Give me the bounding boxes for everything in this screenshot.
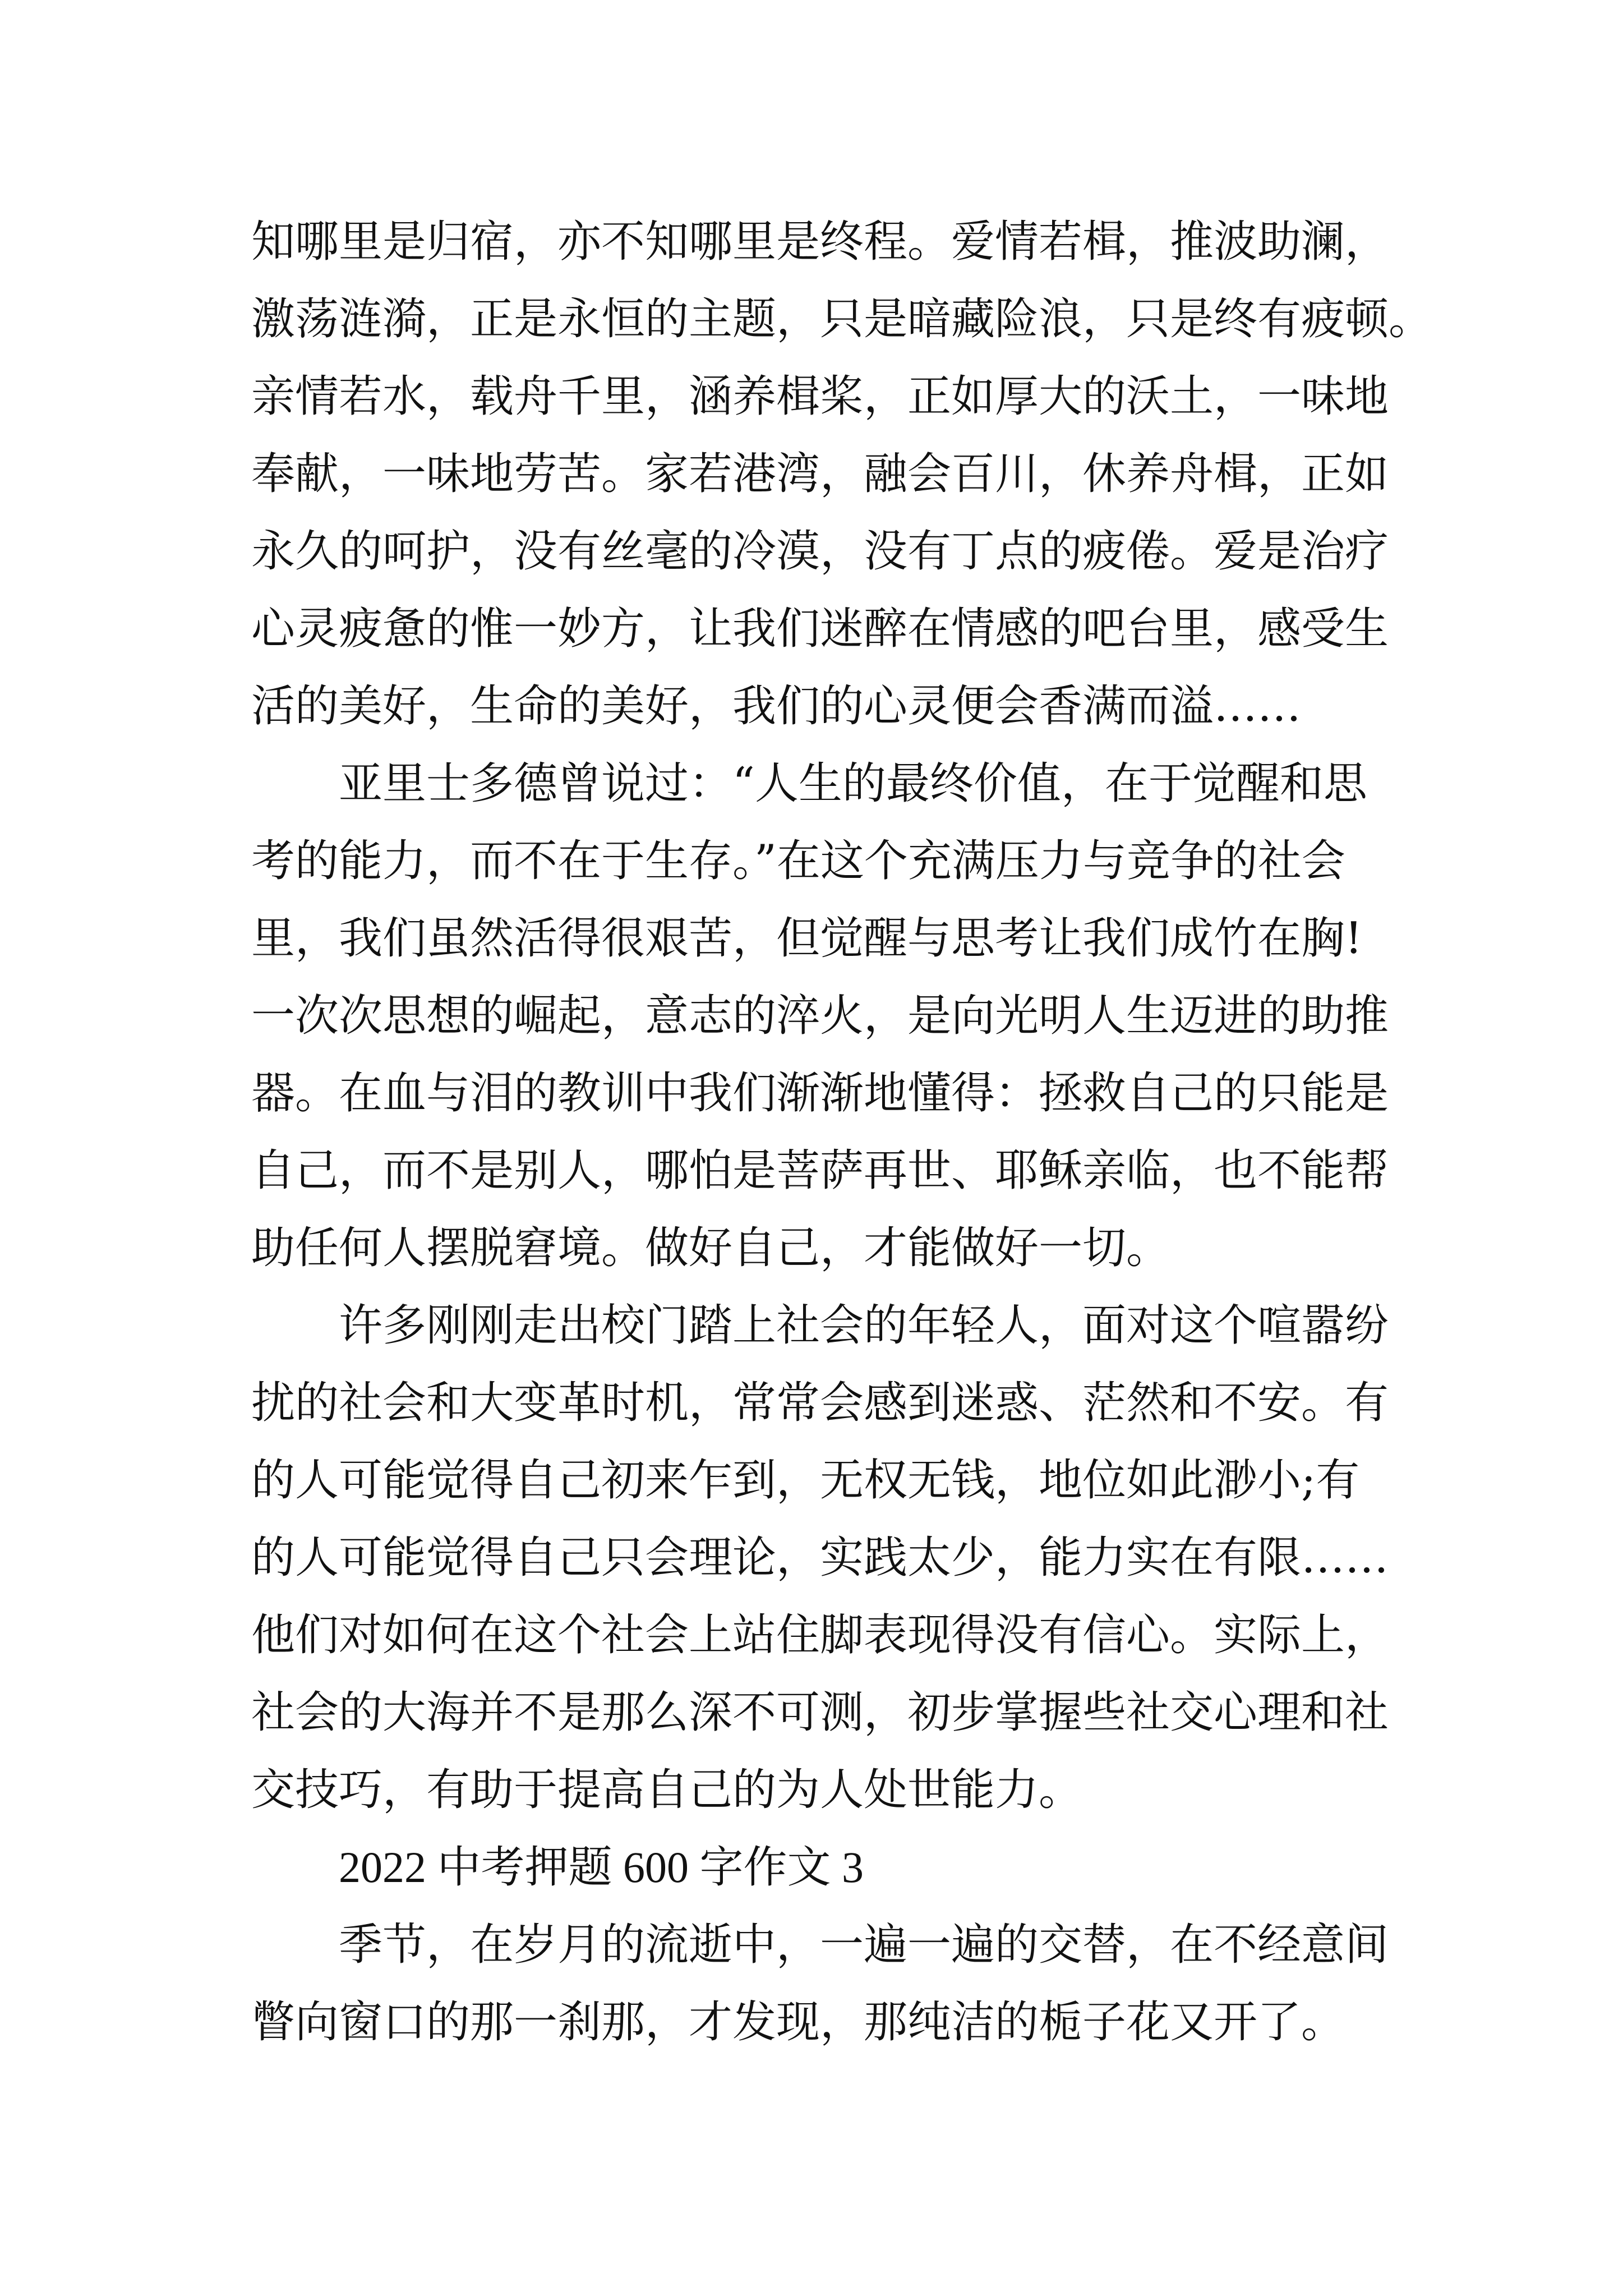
paragraph-3-line-2: 扰的社会和大变革时机，常常会感到迷惑、茫然和不安。有 [251, 1378, 1389, 1428]
paragraph-1-line-6: 心灵疲惫的惟一妙方，让我们迷醉在情感的吧台里，感受生 [251, 604, 1389, 654]
paragraph-1-line-5: 永久的呵护，没有丝毫的冷漠，没有丁点的疲倦。爱是治疗 [251, 526, 1389, 577]
paragraph-2-line-3: 里，我们虽然活得很艰苦，但觉醒与思考让我们成竹在胸! [251, 913, 1363, 964]
paragraph-1-line-7: 活的美好，生命的美好，我们的心灵便会香满而溢…… [251, 681, 1302, 731]
paragraph-1-line-1: 知哪里是归宿，亦不知哪里是终程。爱情若楫，推波助澜， [251, 217, 1389, 267]
paragraph-2-line-2: 考的能力，而不在于生存。”在这个充满压力与竞争的社会 [251, 836, 1345, 886]
paragraph-3-line-7: 交技巧，有助于提高自己的为人处世能力。 [251, 1765, 1083, 1815]
paragraph-2-line-4: 一次次思想的崛起，意志的淬火，是向光明人生迈进的助推 [251, 991, 1389, 1041]
paragraph-3-line-6: 社会的大海并不是那么深不可测，初步掌握些社交心理和社 [251, 1687, 1389, 1738]
paragraph-1-line-2: 激荡涟漪，正是永恒的主题，只是暗藏险浪，只是终有疲顿。 [251, 294, 1433, 344]
paragraph-3-line-1: 许多刚刚走出校门踏上社会的年轻人，面对这个喧嚣纷 [339, 1300, 1389, 1351]
paragraph-4-line-1: 季节，在岁月的流逝中，一遍一遍的交替，在不经意间 [339, 1920, 1389, 1970]
paragraph-2-line-1: 亚里士多德曾说过：“人生的最终价值，在于觉醒和思 [339, 758, 1367, 809]
paragraph-4-line-2: 瞥向窗口的那一刹那，才发现，那纯洁的栀子花又开了。 [251, 1997, 1345, 2047]
paragraph-1-line-3: 亲情若水，载舟千里，涵养楫桨，正如厚大的沃土，一味地 [251, 371, 1389, 422]
section-heading: 2022 中考押题 600 字作文 3 [339, 1843, 864, 1892]
paragraph-3-line-3: 的人可能觉得自己初来乍到，无权无钱，地位如此渺小;有 [251, 1455, 1360, 1506]
paragraph-2-line-6: 自己，而不是别人，哪怕是菩萨再世、耶稣亲临，也不能帮 [251, 1145, 1389, 1196]
paragraph-2-line-7: 助任何人摆脱窘境。做好自己，才能做好一切。 [251, 1223, 1170, 1273]
paragraph-1-line-4: 奉献，一味地劳苦。家若港湾，融会百川，休养舟楫，正如 [251, 449, 1389, 499]
paragraph-3-line-4: 的人可能觉得自己只会理论，实践太少，能力实在有限…… [251, 1533, 1389, 1583]
paragraph-2-line-5: 器。在血与泪的教训中我们渐渐地懂得：拯救自己的只能是 [251, 1068, 1389, 1119]
paragraph-3-line-5: 他们对如何在这个社会上站住脚表现得没有信心。实际上， [251, 1610, 1389, 1660]
